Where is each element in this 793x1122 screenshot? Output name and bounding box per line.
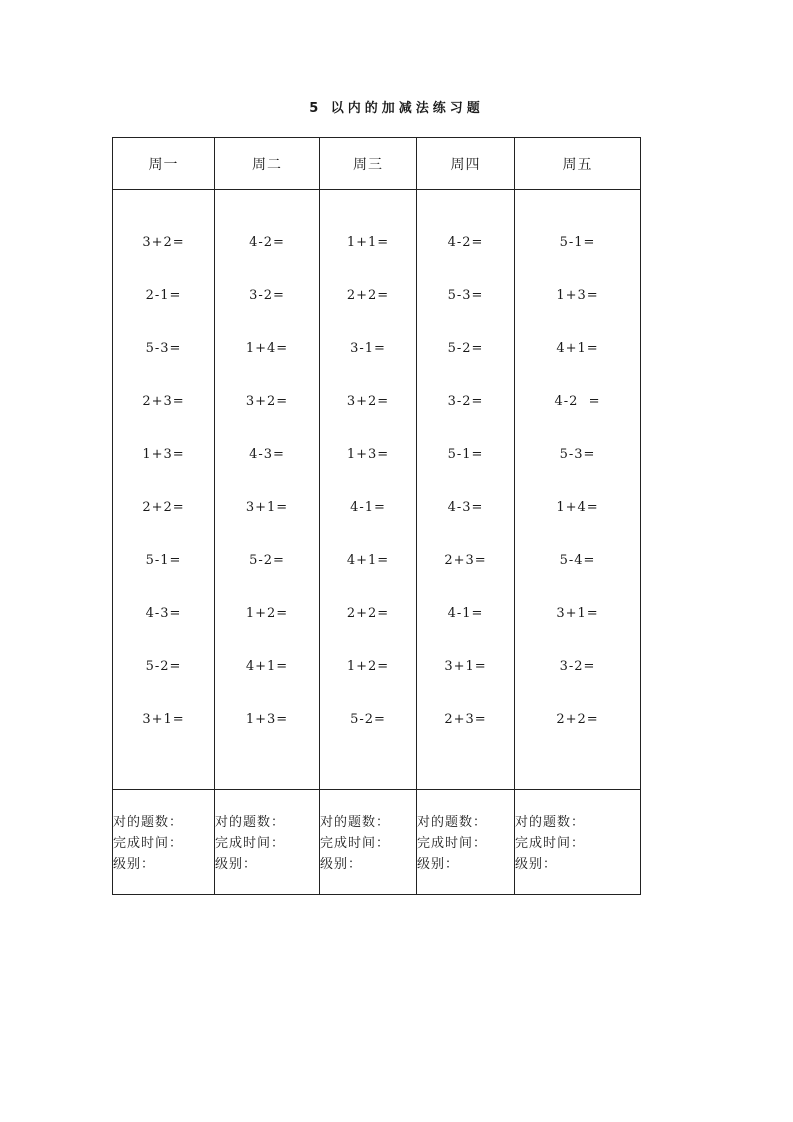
problem-item: 4-1= bbox=[350, 500, 386, 515]
problems-row bbox=[113, 190, 641, 790]
problem-item: 5-1= bbox=[447, 447, 484, 462]
problem-item: 1+4= bbox=[556, 500, 599, 515]
problem-item: 3+2= bbox=[245, 394, 289, 409]
problems-cell-wed bbox=[320, 190, 417, 790]
problem-item: 2+2= bbox=[346, 288, 390, 303]
problem-item: 2+2= bbox=[142, 500, 185, 515]
problems-cell-thu bbox=[417, 190, 515, 790]
problem-item: 4+1= bbox=[346, 553, 390, 568]
level-label: 级别： bbox=[113, 857, 156, 872]
completion-time-label: 完成时间： bbox=[320, 836, 391, 851]
problem-item: 4-1= bbox=[447, 606, 484, 621]
problem-item: 5-3= bbox=[559, 447, 596, 462]
problem-item: 3-2= bbox=[249, 288, 285, 303]
problem-item: 3-2= bbox=[447, 394, 484, 409]
correct-count-label: 对的题数： bbox=[417, 815, 488, 830]
footer-row bbox=[113, 790, 641, 895]
problem-item: 3+2= bbox=[346, 394, 390, 409]
footer-cell-wed bbox=[320, 790, 417, 895]
correct-count-label: 对的题数： bbox=[515, 815, 586, 830]
problem-item: 2-1= bbox=[145, 288, 182, 303]
problems-cell-tue bbox=[215, 190, 320, 790]
day-header-fri: 周五 bbox=[515, 138, 641, 190]
problem-item: 1+2= bbox=[346, 659, 390, 674]
problem-item: 1+4= bbox=[245, 341, 289, 356]
page-title: 5 以内的加减法练习题 bbox=[309, 101, 484, 116]
problem-item: 5-1= bbox=[145, 553, 182, 568]
footer-cell-mon bbox=[113, 790, 215, 895]
problem-item: 4-3= bbox=[145, 606, 182, 621]
completion-time-label: 完成时间： bbox=[417, 836, 488, 851]
problem-item: 4-2= bbox=[249, 235, 285, 250]
problem-item: 1+3= bbox=[142, 447, 185, 462]
problem-item: 5-2= bbox=[249, 553, 285, 568]
problem-item: 3+1= bbox=[142, 712, 185, 727]
problem-item: 4+1= bbox=[556, 341, 599, 356]
problem-item: 5-4= bbox=[559, 553, 596, 568]
problem-item: 1+3= bbox=[245, 712, 289, 727]
problem-item: 5-1= bbox=[559, 235, 596, 250]
day-header-mon: 周一 bbox=[113, 138, 215, 190]
problems-cell-fri bbox=[515, 190, 641, 790]
problem-item: 2+3= bbox=[142, 394, 185, 409]
problem-item: 2+2= bbox=[346, 606, 390, 621]
completion-time-label: 完成时间： bbox=[113, 836, 184, 851]
level-label: 级别： bbox=[417, 857, 460, 872]
problem-item: 4-3= bbox=[249, 447, 285, 462]
problem-item: 5-2= bbox=[447, 341, 484, 356]
problem-item: 4-2= bbox=[447, 235, 484, 250]
completion-time-label: 完成时间： bbox=[515, 836, 586, 851]
problem-item: 1+1= bbox=[346, 235, 390, 250]
problems-cell-mon bbox=[113, 190, 215, 790]
problem-item: 4-2 = bbox=[554, 394, 601, 409]
problem-item: 1+3= bbox=[346, 447, 390, 462]
problem-item: 5-3= bbox=[447, 288, 484, 303]
problem-item: 3+1= bbox=[444, 659, 487, 674]
header-row bbox=[113, 138, 641, 190]
problem-item: 1+2= bbox=[245, 606, 289, 621]
day-header-tue: 周二 bbox=[215, 138, 320, 190]
problem-item: 3+1= bbox=[245, 500, 289, 515]
correct-count-label: 对的题数： bbox=[215, 815, 286, 830]
problem-item: 4-3= bbox=[447, 500, 484, 515]
problem-item: 5-2= bbox=[145, 659, 182, 674]
completion-time-label: 完成时间： bbox=[215, 836, 286, 851]
day-header-thu: 周四 bbox=[417, 138, 515, 190]
day-header-wed: 周三 bbox=[320, 138, 417, 190]
footer-cell-fri bbox=[515, 790, 641, 895]
problem-item: 2+2= bbox=[556, 712, 599, 727]
problem-item: 5-3= bbox=[145, 341, 182, 356]
level-label: 级别： bbox=[515, 857, 558, 872]
correct-count-label: 对的题数： bbox=[320, 815, 391, 830]
problem-item: 3+1= bbox=[556, 606, 599, 621]
level-label: 级别： bbox=[320, 857, 363, 872]
problem-item: 3+2= bbox=[142, 235, 185, 250]
problem-item: 2+3= bbox=[444, 553, 487, 568]
problem-item: 5-2= bbox=[350, 712, 386, 727]
footer-cell-thu bbox=[417, 790, 515, 895]
footer-cell-tue bbox=[215, 790, 320, 895]
correct-count-label: 对的题数： bbox=[113, 815, 184, 830]
problem-item: 1+3= bbox=[556, 288, 599, 303]
problem-item: 2+3= bbox=[444, 712, 487, 727]
problem-item: 3-1= bbox=[350, 341, 386, 356]
practice-table bbox=[112, 137, 641, 895]
problem-item: 3-2= bbox=[559, 659, 596, 674]
level-label: 级别： bbox=[215, 857, 258, 872]
problem-item: 4+1= bbox=[245, 659, 289, 674]
